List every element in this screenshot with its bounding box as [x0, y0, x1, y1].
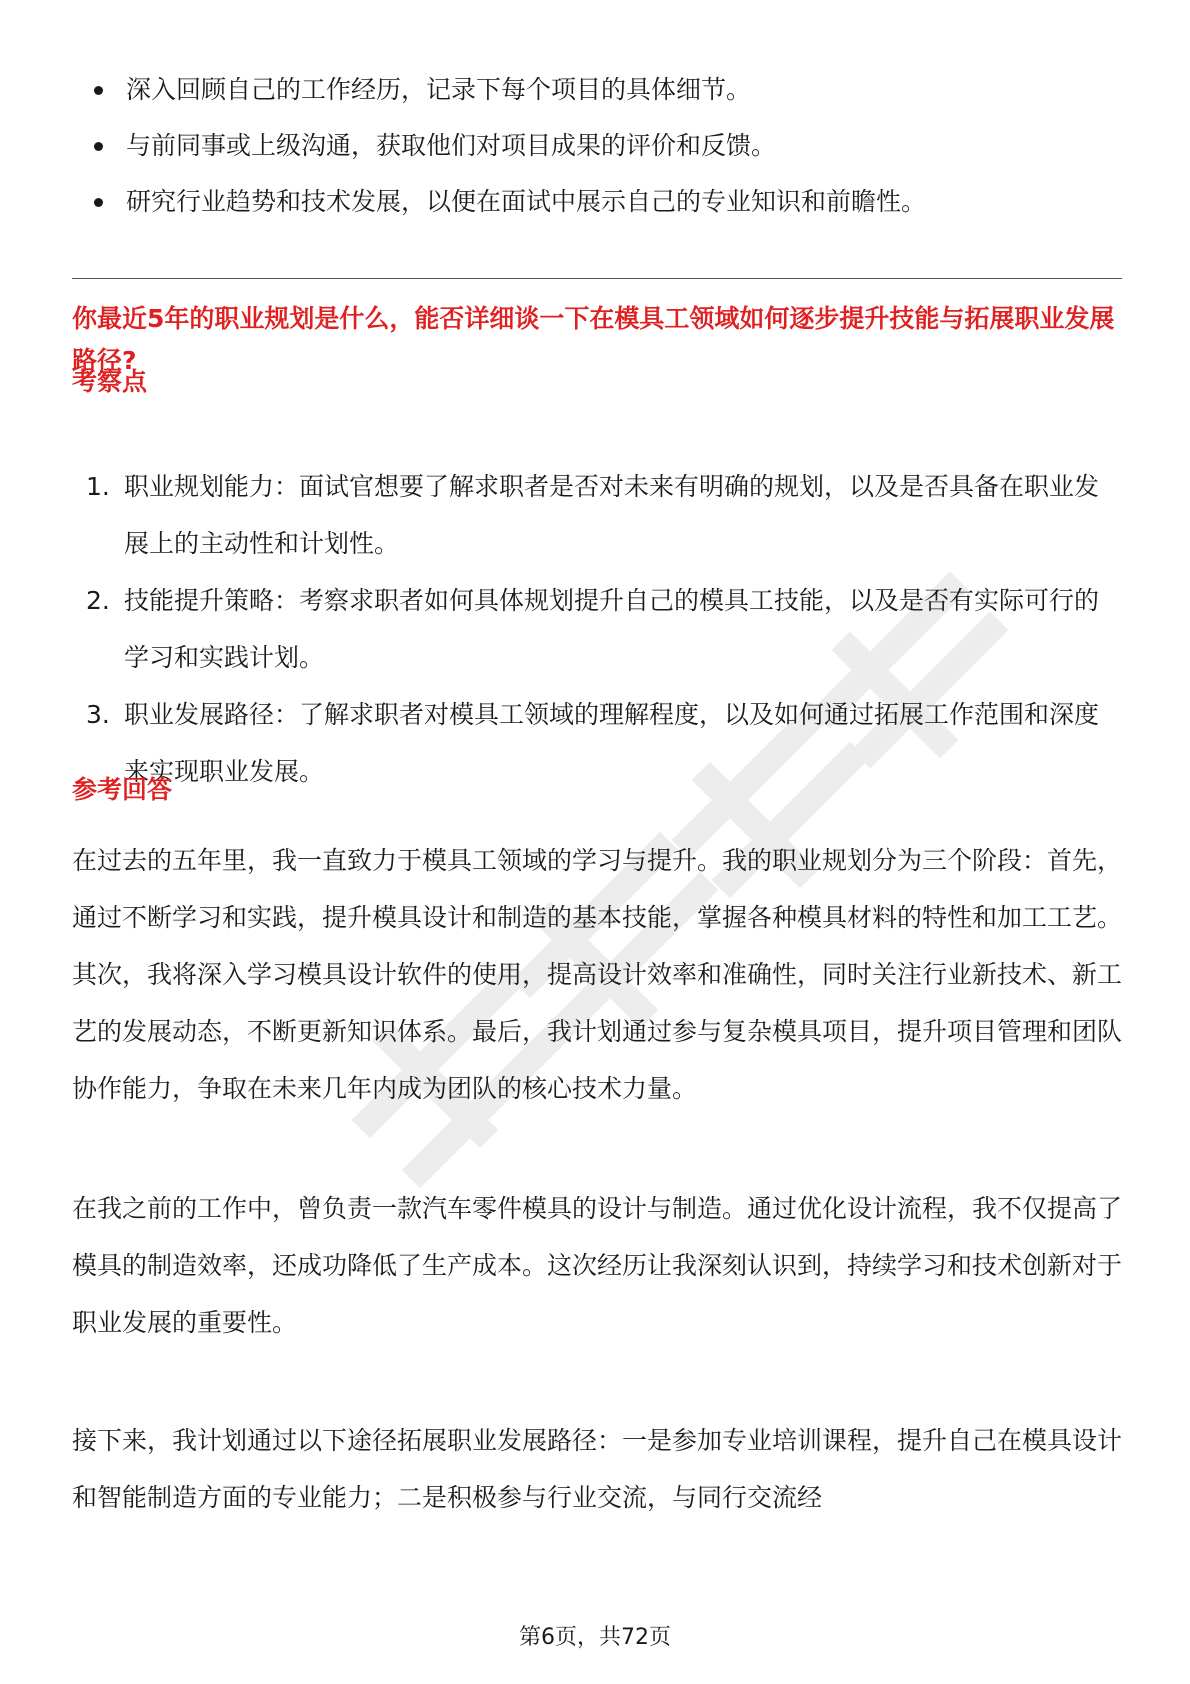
list-item [90, 174, 1130, 230]
answer-paragraph: 接下来，我计划通过以下途径拓展职业发展路径：一是参加专业培训课程，提升自己在模具设计和智能制造方面的专业能力；二是积极参与行业交流，与同行交流经 [72, 1426, 1123, 1512]
bullet-dot-icon [94, 86, 103, 95]
answer-title: 参考回答 [72, 775, 173, 804]
item-number: 2. [86, 586, 110, 615]
bullet-text: 研究行业趋势和技术发展，以便在面试中展示自己的专业知识和前瞻性。 [126, 187, 927, 216]
item-text: 技能提升策略：考察求职者如何具体规划提升自己的模具工技能，以及是否有实际可行的学习和实践计划。 [124, 586, 1100, 672]
bullet-dot-icon [94, 198, 103, 207]
item-text: 职业发展路径：了解求职者对模具工领域的理解程度，以及如何通过拓展工作范围和深度来实现职业发展。 [124, 700, 1100, 786]
item-number: 3. [86, 700, 110, 729]
answer-paragraph: 在我之前的工作中，曾负责一款汽车零件模具的设计与制造。通过优化设计流程，我不仅提高了模具的制造效率，还成功降低了生产成本。这次经历让我深刻认识到，持续学习和技术创新对于职业发展的重要性。 [72, 1194, 1123, 1337]
bullet-text: 与前同事或上级沟通，获取他们对项目成果的评价和反馈。 [126, 131, 777, 160]
list-item [72, 686, 1122, 800]
question-heading: 你最近5年的职业规划是什么，能否详细谈一下在模具工领域如何逐步提升技能与拓展职业发展路径? [72, 304, 1115, 375]
item-text: 职业规划能力：面试官想要了解求职者是否对未来有明确的规划，以及是否具备在职业发展上的主动性和计划性。 [124, 472, 1100, 558]
list-item [72, 572, 1122, 686]
answer-paragraph: 在过去的五年里，我一直致力于模具工领域的学习与提升。我的职业规划分为三个阶段：首先，通过不断学习和实践，提升模具设计和制造的基本技能，掌握各种模具材料的特性和加工工艺。其次，我将深入学习模具设计软件的使用，提高设计效率和准确性，同时关注行业新技术、新工艺的发展动态，不断更新知识体系。最后，我计划通过参与复杂模具项目，提升项目管理和团队协作能力，争取在未来几年内成为团队的核心技术力量。 [72, 846, 1123, 1103]
bullet-list [90, 62, 1130, 230]
bullet-text: 深入回顾自己的工作经历，记录下每个项目的具体细节。 [126, 75, 752, 104]
exam-points-list [72, 458, 1122, 800]
section-divider [72, 278, 1122, 279]
list-item [90, 62, 1130, 118]
bullet-dot-icon [94, 142, 103, 151]
item-number: 1. [86, 472, 110, 501]
exam-points-title: 考察点 [72, 367, 148, 396]
page-footer: 第6页，共72页 [519, 1625, 671, 1650]
list-item [90, 118, 1130, 174]
list-item [72, 458, 1122, 572]
